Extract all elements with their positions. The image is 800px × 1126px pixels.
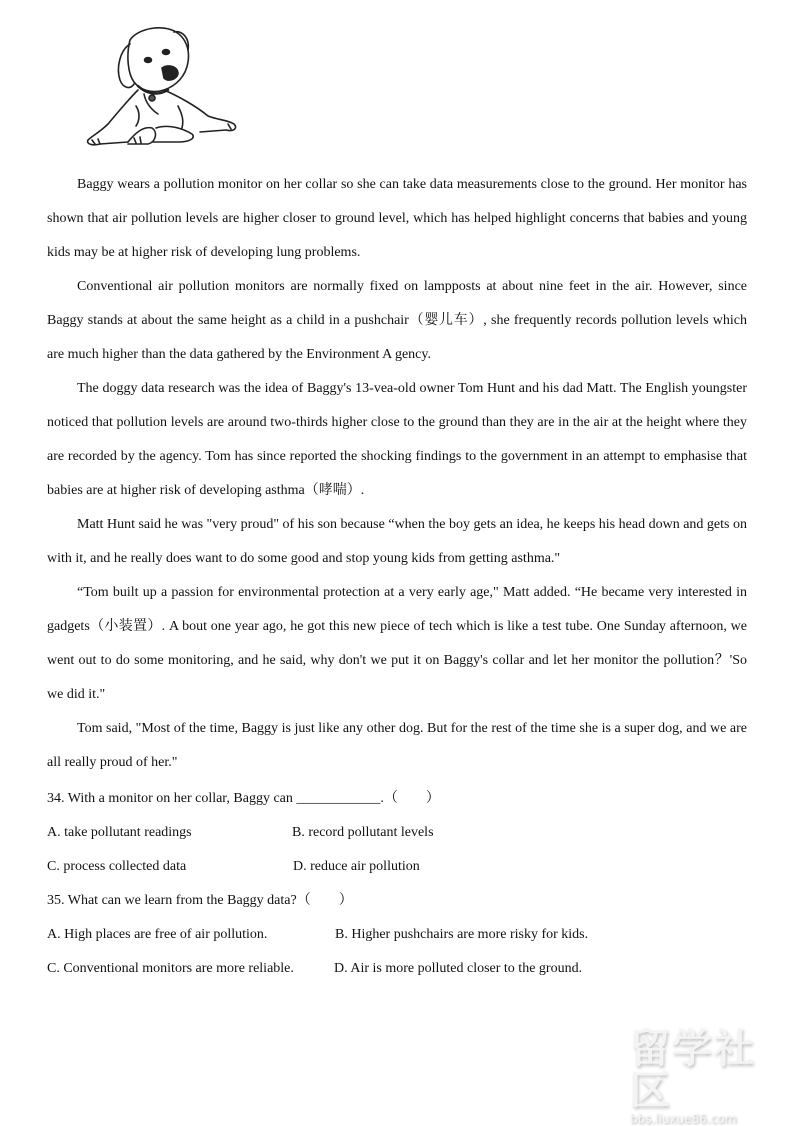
passage — [47, 168, 747, 780]
passage-paragraph: Matt Hunt said he was "very proud" of his son because “when the boy gets an idea, he keeps his head down and gets on with it, and he really does want to do some good and stop young kids from getting asthma." — [47, 517, 747, 566]
option-a[interactable]: A. High places are free of air pollution. — [47, 927, 268, 942]
question-35 — [47, 884, 747, 986]
dog-head — [128, 28, 189, 92]
passage-paragraph: Baggy wears a pollution monitor on her collar so she can take data measurements close to the ground. Her monitor has shown that air pollution levels are higher closer to ground level, which has helped highlight concerns that babies and young kids may be at higher risk of developing lung problems. — [47, 177, 747, 260]
question-stem: 34. With a monitor on her collar, Baggy can ____________.（ ） — [47, 791, 440, 806]
question-34 — [47, 782, 747, 884]
option-d[interactable]: D. Air is more polluted closer to the ground. — [334, 961, 583, 976]
option-d[interactable]: D. reduce air pollution — [293, 859, 420, 874]
question-stem: 35. What can we learn from the Baggy data?（ ） — [47, 893, 353, 908]
passage-paragraph: The doggy data research was the idea of Baggy's 13-vea-old owner Tom Hunt and his dad Matt. The English youngster noticed that pollution levels are around two-thirds higher close to the ground than they are in the air at the height where they are recorded by the agency. Tom has since reported the shocking findings to the government in an attempt to emphasise that babies are at higher risk of developing asthma（哮喘）. — [47, 381, 747, 498]
watermark-url: bbs.liuxue86.com — [630, 1112, 737, 1126]
options-row — [47, 952, 747, 986]
passage-paragraph: Conventional air pollution monitors are normally fixed on lampposts at about nine feet in the air. However, since Baggy stands at about the same height as a child in a pushchair（婴儿车）, she frequently records pollution levels which are much higher than the data gathered by the Environment A gency. — [47, 279, 747, 362]
options-row — [47, 850, 747, 884]
dog-ear-right — [174, 32, 188, 50]
dog-body — [88, 90, 138, 145]
option-b[interactable]: B. record pollutant levels — [292, 825, 434, 840]
option-c[interactable]: C. Conventional monitors are more reliable. — [47, 961, 294, 976]
option-a[interactable]: A. take pollutant readings — [47, 825, 192, 840]
passage-paragraph: Tom said, "Most of the time, Baggy is just like any other dog. But for the rest of the time she is a super dog, and we are all really proud of her." — [47, 721, 747, 770]
option-c[interactable]: C. process collected data — [47, 859, 187, 874]
watermark-logo — [630, 1026, 790, 1126]
dog-ear-left — [118, 44, 134, 87]
options-row — [47, 816, 747, 850]
options-row — [47, 918, 747, 952]
puppy-illustration — [78, 20, 248, 150]
passage-paragraph: “Tom built up a passion for environmental protection at a very early age," Matt added. “He became very interested in gadgets（小装置）. A bout one year ago, he got this new piece of tech which is like a test tube. One Sunday afternoon, we went out to do some monitoring, and he said, why don't we put it on Baggy's collar and let her monitor the pollution？'So we did it." — [47, 585, 747, 702]
option-b[interactable]: B. Higher pushchairs are more risky for kids. — [335, 927, 589, 942]
watermark-text: 留学社区 — [630, 1026, 756, 1114]
